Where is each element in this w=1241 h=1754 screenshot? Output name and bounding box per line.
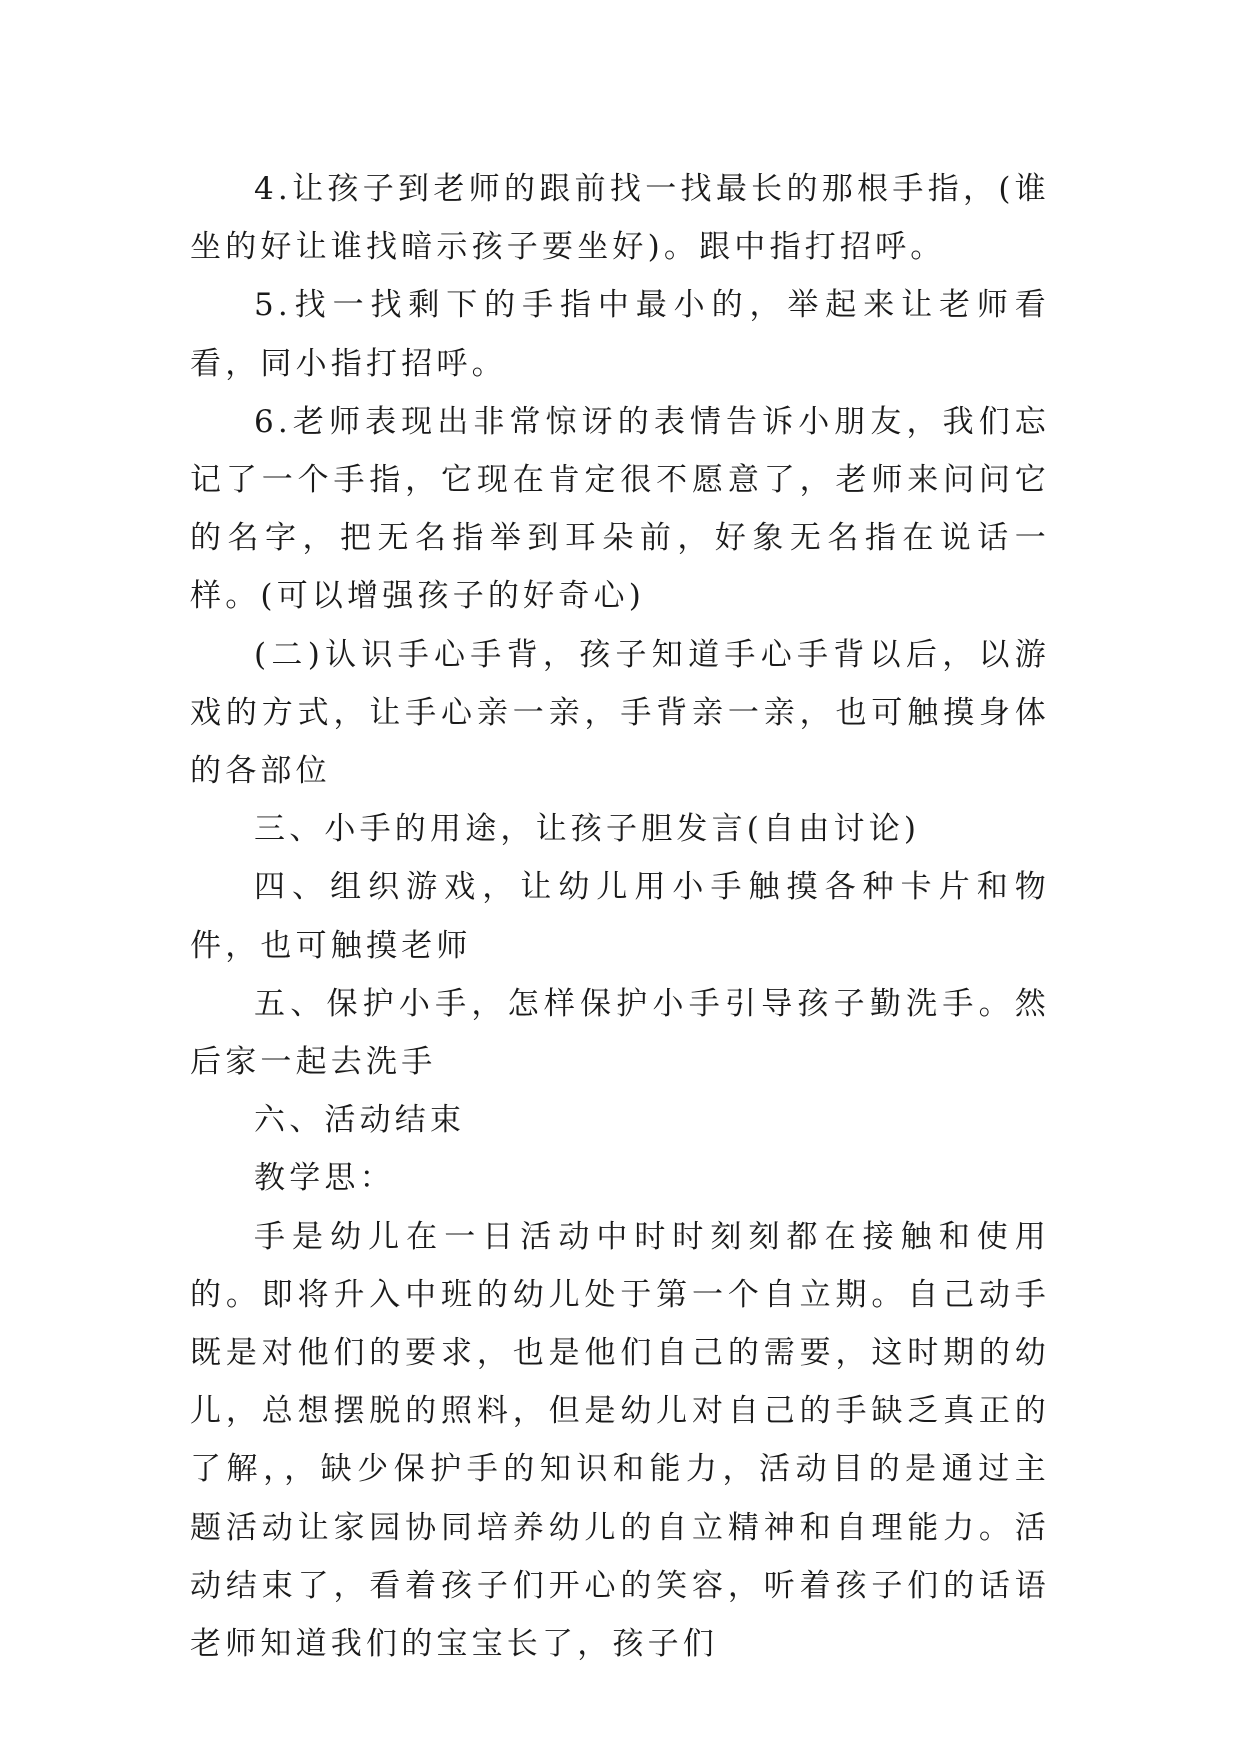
paragraph-step-5: 5.找一找剩下的手指中最小的，举起来让老师看看，同小指打招呼。 <box>190 287 1050 382</box>
paragraph-section-6: 六、活动结束 <box>254 1102 466 1139</box>
paragraph-section-5: 五、保护小手，怎样保护小手引导孩子勤洗手。然后家一起去洗手 <box>190 985 1050 1081</box>
paragraph-section-2: (二)认识手心手背，孩子知道手心手背以后，以游戏的方式，让手心亲一亲，手背亲一亲，也可触摸身体的各部位 <box>190 636 1050 790</box>
paragraph-step-4: 4.让孩子到老师的跟前找一找最长的那根手指，(谁坐的好让谁找暗示孩子要坐好)。跟中指打招呼。 <box>190 171 1050 266</box>
paragraph-section-3: 三、小手的用途，让孩子胆发言(自由讨论) <box>254 811 921 848</box>
paragraph-section-4: 四、组织游戏，让幼儿用小手触摸各种卡片和物件，也可触摸老师 <box>190 869 1050 964</box>
paragraph-step-6: 6.老师表现出非常惊讶的表情告诉小朋友，我们忘记了一个手指，它现在肯定很不愿意了，老师来问问它的名字，把无名指举到耳朵前，好象无名指在说话一样。(可以增强孩子的好奇心) <box>190 403 1050 615</box>
paragraph-reflection-body: 手是幼儿在一日活动中时时刻刻都在接触和使用的。即将升入中班的幼儿处于第一个自立期。自己动手既是对他们的要求，也是他们自己的需要，这时期的幼儿，总想摆脱的照料，但是幼儿对自己的手缺乏真正的了解，，缺少保护手的知识和能力，活动目的是通过主题活动让家园协同培养幼儿的自立精神和自理能力。活动结束了，看着孩子们开心的笑容，听着孩子们的话语老师知道我们的宝宝长了，孩子们 <box>190 1218 1050 1663</box>
document-body <box>190 160 1050 1673</box>
paragraph-reflection-heading: 教学思： <box>254 1160 395 1197</box>
